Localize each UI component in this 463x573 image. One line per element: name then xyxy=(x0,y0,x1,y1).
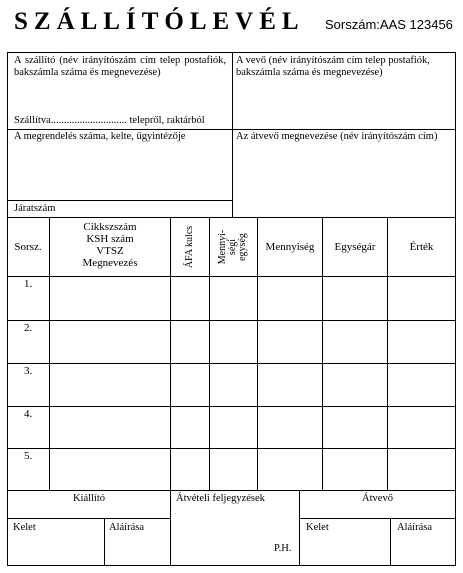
recipient-date-label: Kelet xyxy=(306,522,329,533)
row-line-1 xyxy=(7,320,456,321)
col-line-1 xyxy=(49,217,50,491)
receiver-label: Az átvevő megnevezése (név irányítószám cím) xyxy=(236,131,438,142)
recipient-divider xyxy=(299,518,456,519)
col-header-quantity: Mennyiség xyxy=(265,241,315,253)
col-header-item-line: Megnevezés xyxy=(82,257,138,269)
col-header-unit-line: Mennyi- xyxy=(217,229,228,265)
row-line-3 xyxy=(7,406,456,407)
issuer-sig-divider xyxy=(104,518,105,566)
row-number: 2. xyxy=(24,322,33,334)
row-line-4 xyxy=(7,448,456,449)
col-line-4 xyxy=(257,217,258,491)
issuer-divider xyxy=(7,518,171,519)
row-line-2 xyxy=(7,363,456,364)
issuer-label: Kiállító xyxy=(72,493,106,504)
supplier-label: A szállító (név irányítószám cím telep postafiók, bakszámla száma és megnevezése) xyxy=(14,55,226,78)
col-line-6 xyxy=(387,217,388,491)
col-header-unit-line: ségi xyxy=(227,238,238,256)
issuer-date-label: Kelet xyxy=(13,522,36,533)
row-number: 3. xyxy=(24,365,33,377)
col-line-2 xyxy=(170,217,171,491)
row-number: 4. xyxy=(24,408,33,420)
col-header-item-line: KSH szám xyxy=(86,233,134,245)
buyer-label: A vevő (név irányítószám cím telep postafiók, bakszámla száma és megnevezése) xyxy=(236,55,430,78)
recipient-label: Átvevő xyxy=(362,493,393,504)
col-header-vat-rate: ÁFA kulcs xyxy=(184,225,195,269)
vehicle-number-label: Járatszám xyxy=(14,203,56,214)
col-header-unit-line: egység xyxy=(237,233,248,261)
order-label: A megrendelés száma, kelte, ügyintézője xyxy=(14,131,186,142)
col-header-item-line: Cikkszszám xyxy=(83,221,137,233)
delivery-location-label: Szállítva............................. telepről, raktárból xyxy=(14,115,205,126)
serial-number: Sorszám:AAS 123456 xyxy=(325,17,453,32)
receipt-notes-label: Átvételi feljegyzések xyxy=(176,493,265,504)
col-header-item-line: VTSZ xyxy=(96,245,124,257)
col-header-value: Érték xyxy=(409,241,434,253)
col-line-3 xyxy=(209,217,210,491)
col-header-item xyxy=(52,221,168,269)
col-line-5 xyxy=(322,217,323,491)
document-title: SZÁLLÍTÓLEVÉL xyxy=(14,8,305,35)
stamp-label: P.H. xyxy=(274,543,292,554)
recipient-sig-divider xyxy=(390,518,391,566)
recipient-signature-label: Aláírása xyxy=(397,522,432,533)
col-header-unit xyxy=(218,217,248,277)
col-header-sorsz: Sorsz. xyxy=(14,241,42,253)
issuer-signature-label: Aláírása xyxy=(109,522,144,533)
row-number: 5. xyxy=(24,450,33,462)
col-header-unit-price: Egységár xyxy=(334,241,376,253)
row-number: 1. xyxy=(24,278,33,290)
